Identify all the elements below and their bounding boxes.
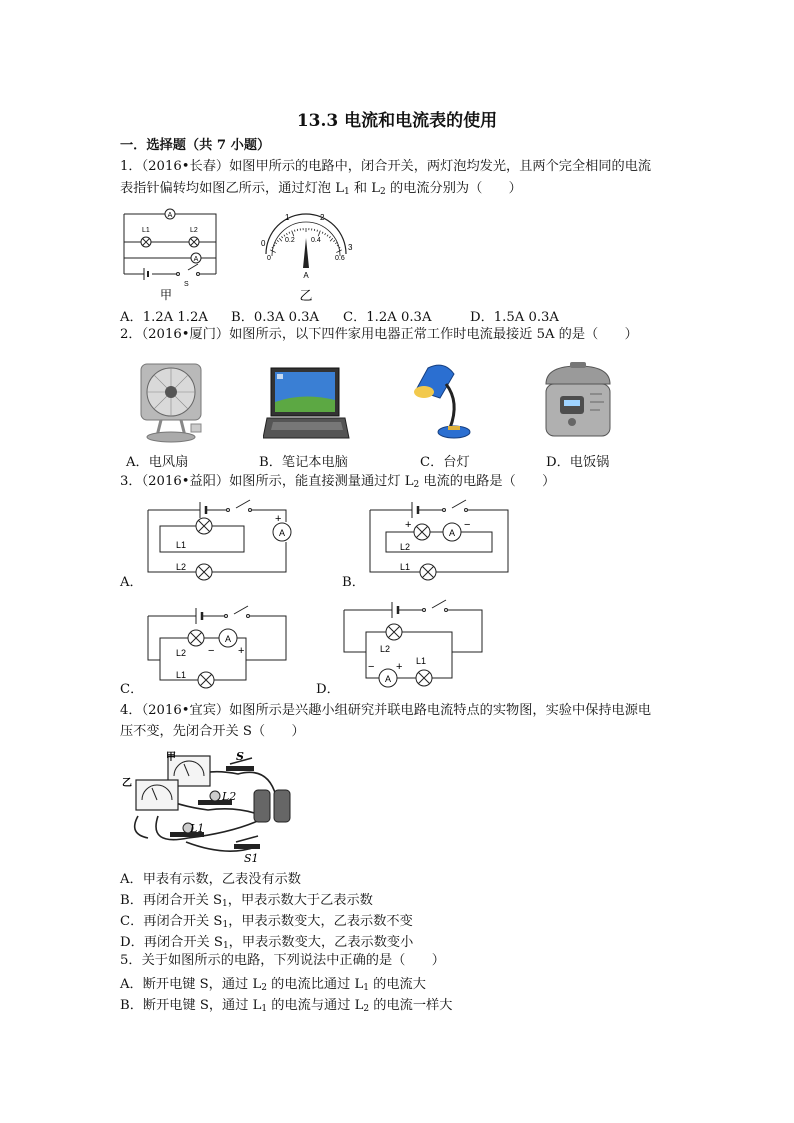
q4-physical-circuit-image: [118, 746, 308, 870]
svg-text:+: +: [405, 519, 412, 531]
dial-tick: [275, 243, 277, 244]
dial-tick: [327, 235, 328, 237]
q2-option-c[interactable]: C．台灯: [420, 455, 470, 470]
q3-option-d[interactable]: D．: [316, 682, 340, 697]
q1-circuit-jia: [118, 206, 223, 302]
q1-jia-ammeter-top: A: [167, 212, 173, 219]
q1-yi-top-0: 0: [261, 239, 266, 248]
dial-tick: [330, 238, 333, 241]
svg-text:−: −: [368, 661, 375, 673]
svg-text:甲: 甲: [166, 752, 176, 763]
q3-option-a[interactable]: A．: [120, 575, 143, 590]
q1-yi-top-3: 3: [348, 243, 353, 252]
q4-stem-line2: 压不变，先闭合开关 S（ ）: [120, 724, 305, 739]
q1-stem-line1: 1．（2016•长春）如图甲所示的电路中，闭合开关，两灯泡均发光，且两个完全相同的电流: [120, 159, 652, 174]
svg-text:S1: S1: [244, 852, 259, 865]
q1-yi-unit: A: [303, 271, 309, 280]
q3-option-c[interactable]: C．: [120, 682, 144, 697]
q1-option-b[interactable]: B．0.3A 0.3A: [231, 310, 320, 325]
q1-option-d[interactable]: D．1.5A 0.3A: [470, 310, 559, 325]
q1-yi-bot-02: 0.2: [285, 237, 295, 244]
dial-tick: [277, 240, 278, 241]
svg-text:L2: L2: [380, 644, 391, 654]
dial-tick: [325, 233, 326, 235]
q2-laptop-image: [263, 366, 351, 446]
q4-option-d[interactable]: D．再闭合开关 $S_1$，甲表示数变大，乙表示数变小: [120, 935, 414, 951]
dial-tick: [294, 230, 295, 232]
q3-circuit-b: [362, 496, 522, 588]
svg-text:S: S: [236, 750, 244, 763]
q1-jia-s: S: [184, 281, 189, 288]
q4-stem-line1: 4．（2016•宜宾）如图所示是兴趣小组研究并联电路电流特点的实物图，实验中保持电源电: [120, 703, 652, 718]
svg-text:L1: L1: [416, 656, 427, 666]
q2-option-a[interactable]: A．电风扇: [126, 455, 189, 470]
q5-stem: 5．关于如图所示的电路，下列说法中正确的是（ ）: [120, 953, 445, 968]
q3-circuit-d: [336, 596, 496, 700]
q1-ammeter-yi: [250, 208, 360, 303]
dial-tick: [333, 240, 334, 241]
q4-option-c[interactable]: C．再闭合开关 $S_1$，甲表示数变大，乙表示数不变: [120, 914, 413, 930]
q1-yi-bot-06: 0.6: [335, 255, 345, 262]
q4-option-b[interactable]: B．再闭合开关 $S_1$，甲表示数大于乙表示数: [120, 893, 373, 909]
q4-option-a[interactable]: A．甲表有示数，乙表没有示数: [120, 872, 301, 887]
q1-yi-bot-04: 0.4: [311, 237, 321, 244]
q1-yi-bot-0: 0: [267, 255, 271, 262]
svg-text:+: +: [396, 661, 403, 673]
q1-stem-line2: 表指针偏转均如图乙所示，通过灯泡 $L_1$ 和 $L_2$ 的电流分别为（ ）: [120, 181, 522, 197]
dial-tick: [317, 230, 318, 232]
svg-text:L1: L1: [400, 562, 411, 572]
dial-tick: [279, 238, 282, 241]
page-title: 13.3 电流和电流表的使用: [296, 111, 498, 131]
q2-lamp-image: [410, 362, 472, 446]
dial-tick: [270, 250, 275, 253]
q5-option-a[interactable]: A．断开电键 S，通过 $L_2$ 的电流比通过 $L_1$ 的电流大: [120, 977, 426, 993]
q3-circuit-c: [140, 598, 300, 694]
dial-tick: [335, 243, 337, 244]
q2-option-b[interactable]: B．笔记本电脑: [259, 455, 348, 470]
q1-jia-caption: 甲: [159, 288, 173, 302]
q2-fan-image: [135, 362, 207, 448]
svg-text:L2: L2: [400, 542, 411, 552]
svg-text:A: A: [384, 674, 392, 684]
q3-stem: 3．（2016•益阳）如图所示，能直接测量通过灯 $L_2$ 电流的电路是（ ）: [120, 474, 556, 490]
svg-text:L1: L1: [176, 540, 187, 550]
q1-option-c[interactable]: C．1.2A 0.3A: [343, 310, 432, 325]
q1-jia-ammeter-bottom: A: [193, 256, 199, 263]
svg-text:乙: 乙: [122, 778, 132, 789]
svg-text:L2: L2: [222, 790, 237, 803]
svg-text:+: +: [238, 645, 245, 657]
dial-tick: [318, 231, 320, 237]
svg-text:L2: L2: [176, 648, 187, 658]
svg-text:L1: L1: [176, 670, 187, 680]
q1-jia-l1: L1: [142, 227, 150, 234]
svg-text:A: A: [448, 528, 456, 538]
dial-tick: [289, 232, 290, 234]
q2-stem: 2．（2016•厦门）如图所示，以下四件家用电器正常工作时电流最接近 5A 的是（ ）: [120, 327, 638, 342]
dial-tick: [322, 232, 323, 234]
svg-text:+: +: [275, 513, 282, 525]
q2-option-d[interactable]: D．电饭锅: [546, 455, 610, 470]
svg-text:L1: L1: [190, 822, 205, 835]
svg-text:L2: L2: [176, 562, 187, 572]
q1-jia-l2: L2: [190, 227, 198, 234]
q1-yi-caption: 乙: [299, 289, 313, 303]
dial-tick: [329, 236, 330, 238]
q5-option-b[interactable]: B．断开电键 S，通过 $L_1$ 的电流与通过 $L_2$ 的电流一样大: [120, 998, 453, 1014]
svg-text:A: A: [224, 634, 232, 644]
svg-text:−: −: [464, 519, 471, 531]
svg-text:−: −: [208, 645, 215, 657]
q1-option-a[interactable]: A．1.2A 1.2A: [120, 310, 208, 325]
dial-tick: [336, 250, 341, 253]
dial-tick: [292, 231, 294, 237]
section-heading: 一．选择题（共 7 小题）: [120, 138, 271, 153]
svg-text:A: A: [278, 528, 286, 538]
q2-rice-cooker-image: [540, 362, 616, 446]
dial-tick: [286, 233, 287, 235]
dial-tick: [281, 236, 282, 238]
q3-circuit-a: [140, 496, 300, 588]
q1-yi-top-2: 2: [320, 213, 325, 222]
q1-yi-top-1: 1: [285, 213, 290, 222]
q3-option-b[interactable]: B．: [342, 575, 365, 590]
